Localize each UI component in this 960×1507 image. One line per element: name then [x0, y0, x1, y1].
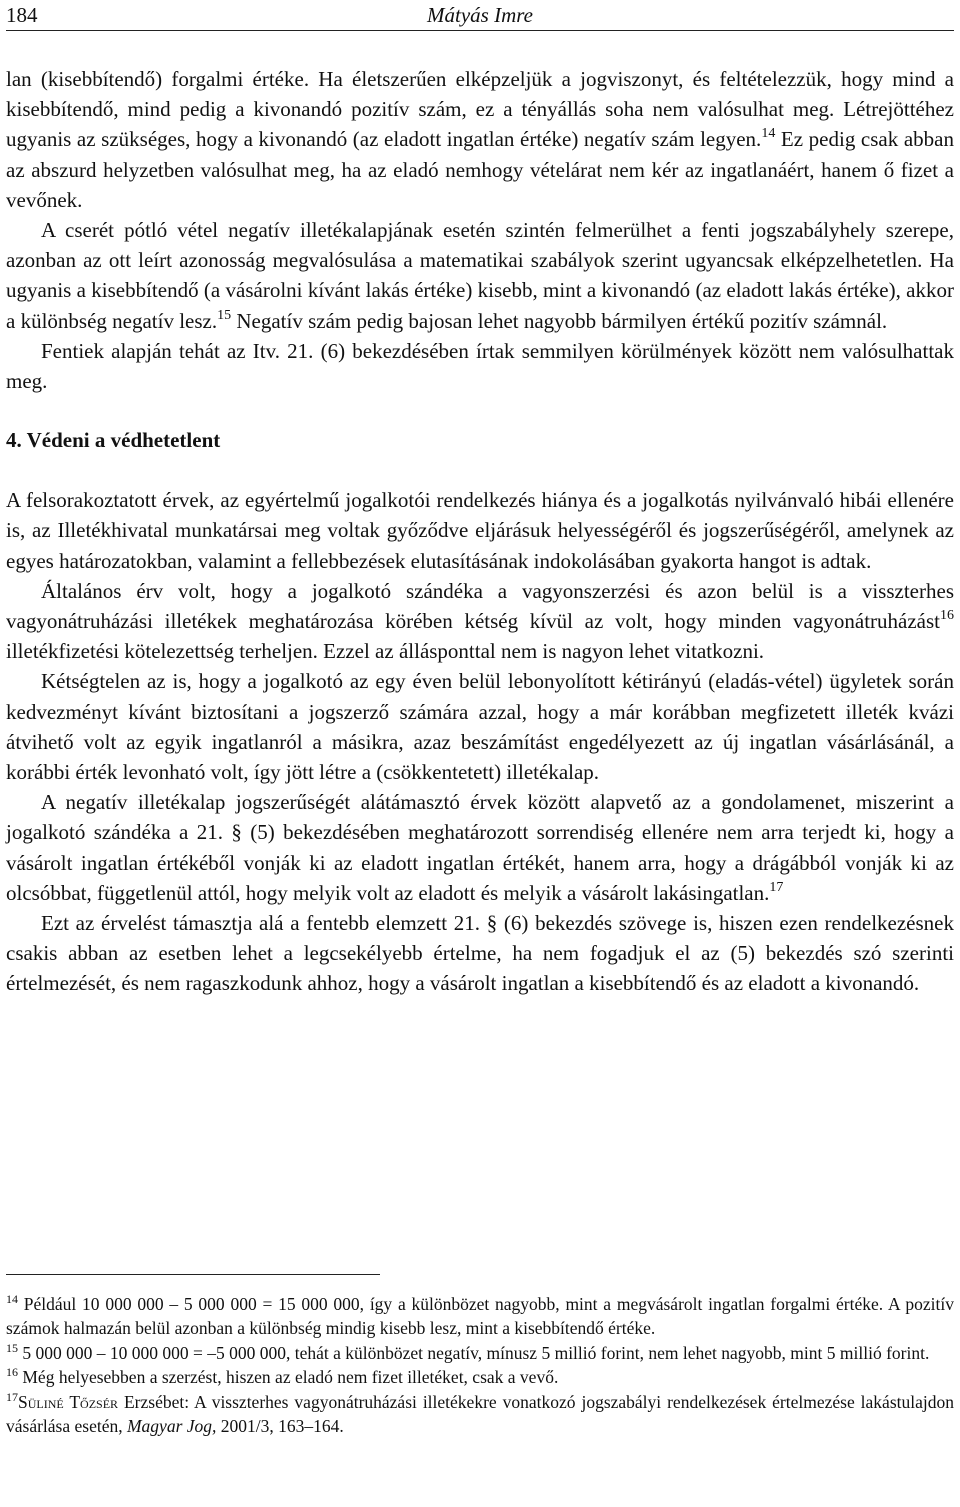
footnote-ref-16[interactable]: 16: [940, 608, 954, 624]
footnote-ref-17[interactable]: 17: [769, 879, 784, 895]
footnote-17: $^{17}$Süliné Tőzsér Erzsébet: A visszterhes vagyonátruházási illetékekre vonatkozó jogszabályi rendelkezések értelmezése lakástulajdon vásárlása esetén, Magyar Jog, 2001/3, 163–164.: [6, 1389, 954, 1437]
running-header: [6, 0, 954, 31]
footnote-14: $^{14}$ Például 10 000 000 – 5 000 000 = 15 000 000, így a különbözet nagyobb, mint a megvásárolt ingatlan forgalmi értéke. A pozitív számok halmazán belül azonban a különbség mindig kisebb lesz, mint a kisebbítendő értéke.: [6, 1292, 954, 1339]
paragraph-5: Általános érv volt, hogy a jogalkotó szándéka a vagyonszerzési és azon belül is a visszterhes vagyonátruházási illetékek meghatározása körében kétség kívül az volt, hogy minden vagyonátruházást$^{16}$ illetékfizetési kötelezettség terheljen. Ezzel az állásponttal nem is nagyon lehet vitatkozni.: [6, 578, 954, 664]
cited-author: Süliné Tőzsér: [18, 1391, 119, 1412]
running-head-author: Mátyás Imre: [427, 3, 533, 27]
footnote-ref-14[interactable]: 14: [761, 126, 776, 142]
footnote-ref-15[interactable]: 15: [217, 307, 232, 323]
footnote-15: $^{15}$ 5 000 000 – 10 000 000 = –5 000 000, tehát a különbözet negatív, mínusz 5 millió forint, nem lehet nagyobb, mint 5 millió forint.: [6, 1340, 930, 1363]
paragraph-1: lan (kisebbítendő) forgalmi értéke. Ha életszerűen elképzeljük a jogviszonyt, és feltételezzük, hogy mind a kisebbítendő, mind pedig a kivonandó pozitív szám, ez a tényállás soha nem valósulhat meg. Létrejöttéhez ugyanis az szükséges, hogy a kivonandó (az eladott ingatlan értéke) negatív szám legyen.$^{14}$ Ez pedig csak abban az abszurd helyzetben valósulhat meg, ha az eladó nemhogy vételárat nem kér az ingatlanáért, hanem ő fizet a vevőnek.: [6, 67, 954, 212]
paragraph-7: A negatív illetékalap jogszerűségét alátámasztó érvek között alapvető az a gondolamenet, miszerint a jogalkotó szándéka a 21. § (5) bekezdésében meghatározott sorrendiség ellenére nem arra terjedt ki, hogy a vásárolt ingatlan értékéből vonják ki az eladott ingatlan értékét, hanem arra, hogy a drágábból vonják ki az olcsóbbat, függetlenül attól, hogy melyik volt az eladott és melyik a vásárolt lakásingatlan.$^{17}$: [6, 790, 954, 905]
paragraph-4: A felsorakoztatott érvek, az egyértelmű jogalkotói rendelkezés hiánya és a jogalkotás nyilvánvaló hibái ellenére is, az Illetékhivatal munkatársai meg voltak győződve eljárásuk helyességéről és jogszerűségéről, amelynek az egyes határozatokban, valamint a fellebbezések elutasításának indokolásában gyakorta hangot is adtak.: [6, 488, 954, 573]
paragraph-8: Ezt az érvelést támasztja alá a fentebb elemzett 21. § (6) bekezdés szövege is, hiszen ezen rendelkezésnek csakis abban az esetben lehet a legcsekélyebb értelme, ha nem fogadjuk el az (5) bekezdés szó szerinti értelmezését, és nem ragaszkodunk ahhoz, hogy a vásárolt ingatlan a kisebbítendő és az eladott a kivonandó.: [6, 911, 954, 996]
footnote-divider: [6, 1274, 380, 1275]
paragraph-3: Fentiek alapján tehát az Itv. 21. (6) bekezdésében írtak semmilyen körülmények között nem valósulhattak meg.: [6, 338, 954, 394]
footnote-16: $^{16}$ Még helyesebben a szerzést, hiszen az eladó nem fizet illetéket, csak a vevő.: [6, 1365, 559, 1388]
section-heading: 4. Védeni a védhetetlent: [6, 428, 221, 453]
paragraph-2: A cserét pótló vétel negatív illetékalapjának esetén szintén felmerülhet a fenti jogszabályhely szerepe, azonban az ott leírt azonosság megvalósulása a matematikai szabályok szerint ugyancsak elképzelhetetlen. Ha ugyanis a kisebbítendő (a vásárolni kívánt lakás értéke) kisebb, mint a kivonandó (az eladott lakás értéke), akkor a különbség negatív lesz.$^{15}$ Negatív szám pedig bajosan lehet nagyobb bármilyen értékű pozitív számnál.: [6, 218, 954, 333]
article-body: [6, 64, 954, 999]
footnotes: [6, 1292, 954, 1438]
paragraph-6: Kétségtelen az is, hogy a jogalkotó az egy éven belül lebonyolított kétirányú (eladás-vétel) ügyletek során kedvezményt kívánt biztosítani a jogszerző számára azzal, hogy a már korábban megfizetett illeték kvázi átvihető volt az egyik ingatlanról a másikra, azaz beszámítást engedélyezett az új ingatlan vásárlásánál, a korábbi érték levonható volt, így jött létre a (csökkentetett) illetékalap.: [6, 669, 954, 785]
page-number: 184: [6, 3, 38, 27]
journal-title: Magyar Jog,: [126, 1416, 217, 1437]
